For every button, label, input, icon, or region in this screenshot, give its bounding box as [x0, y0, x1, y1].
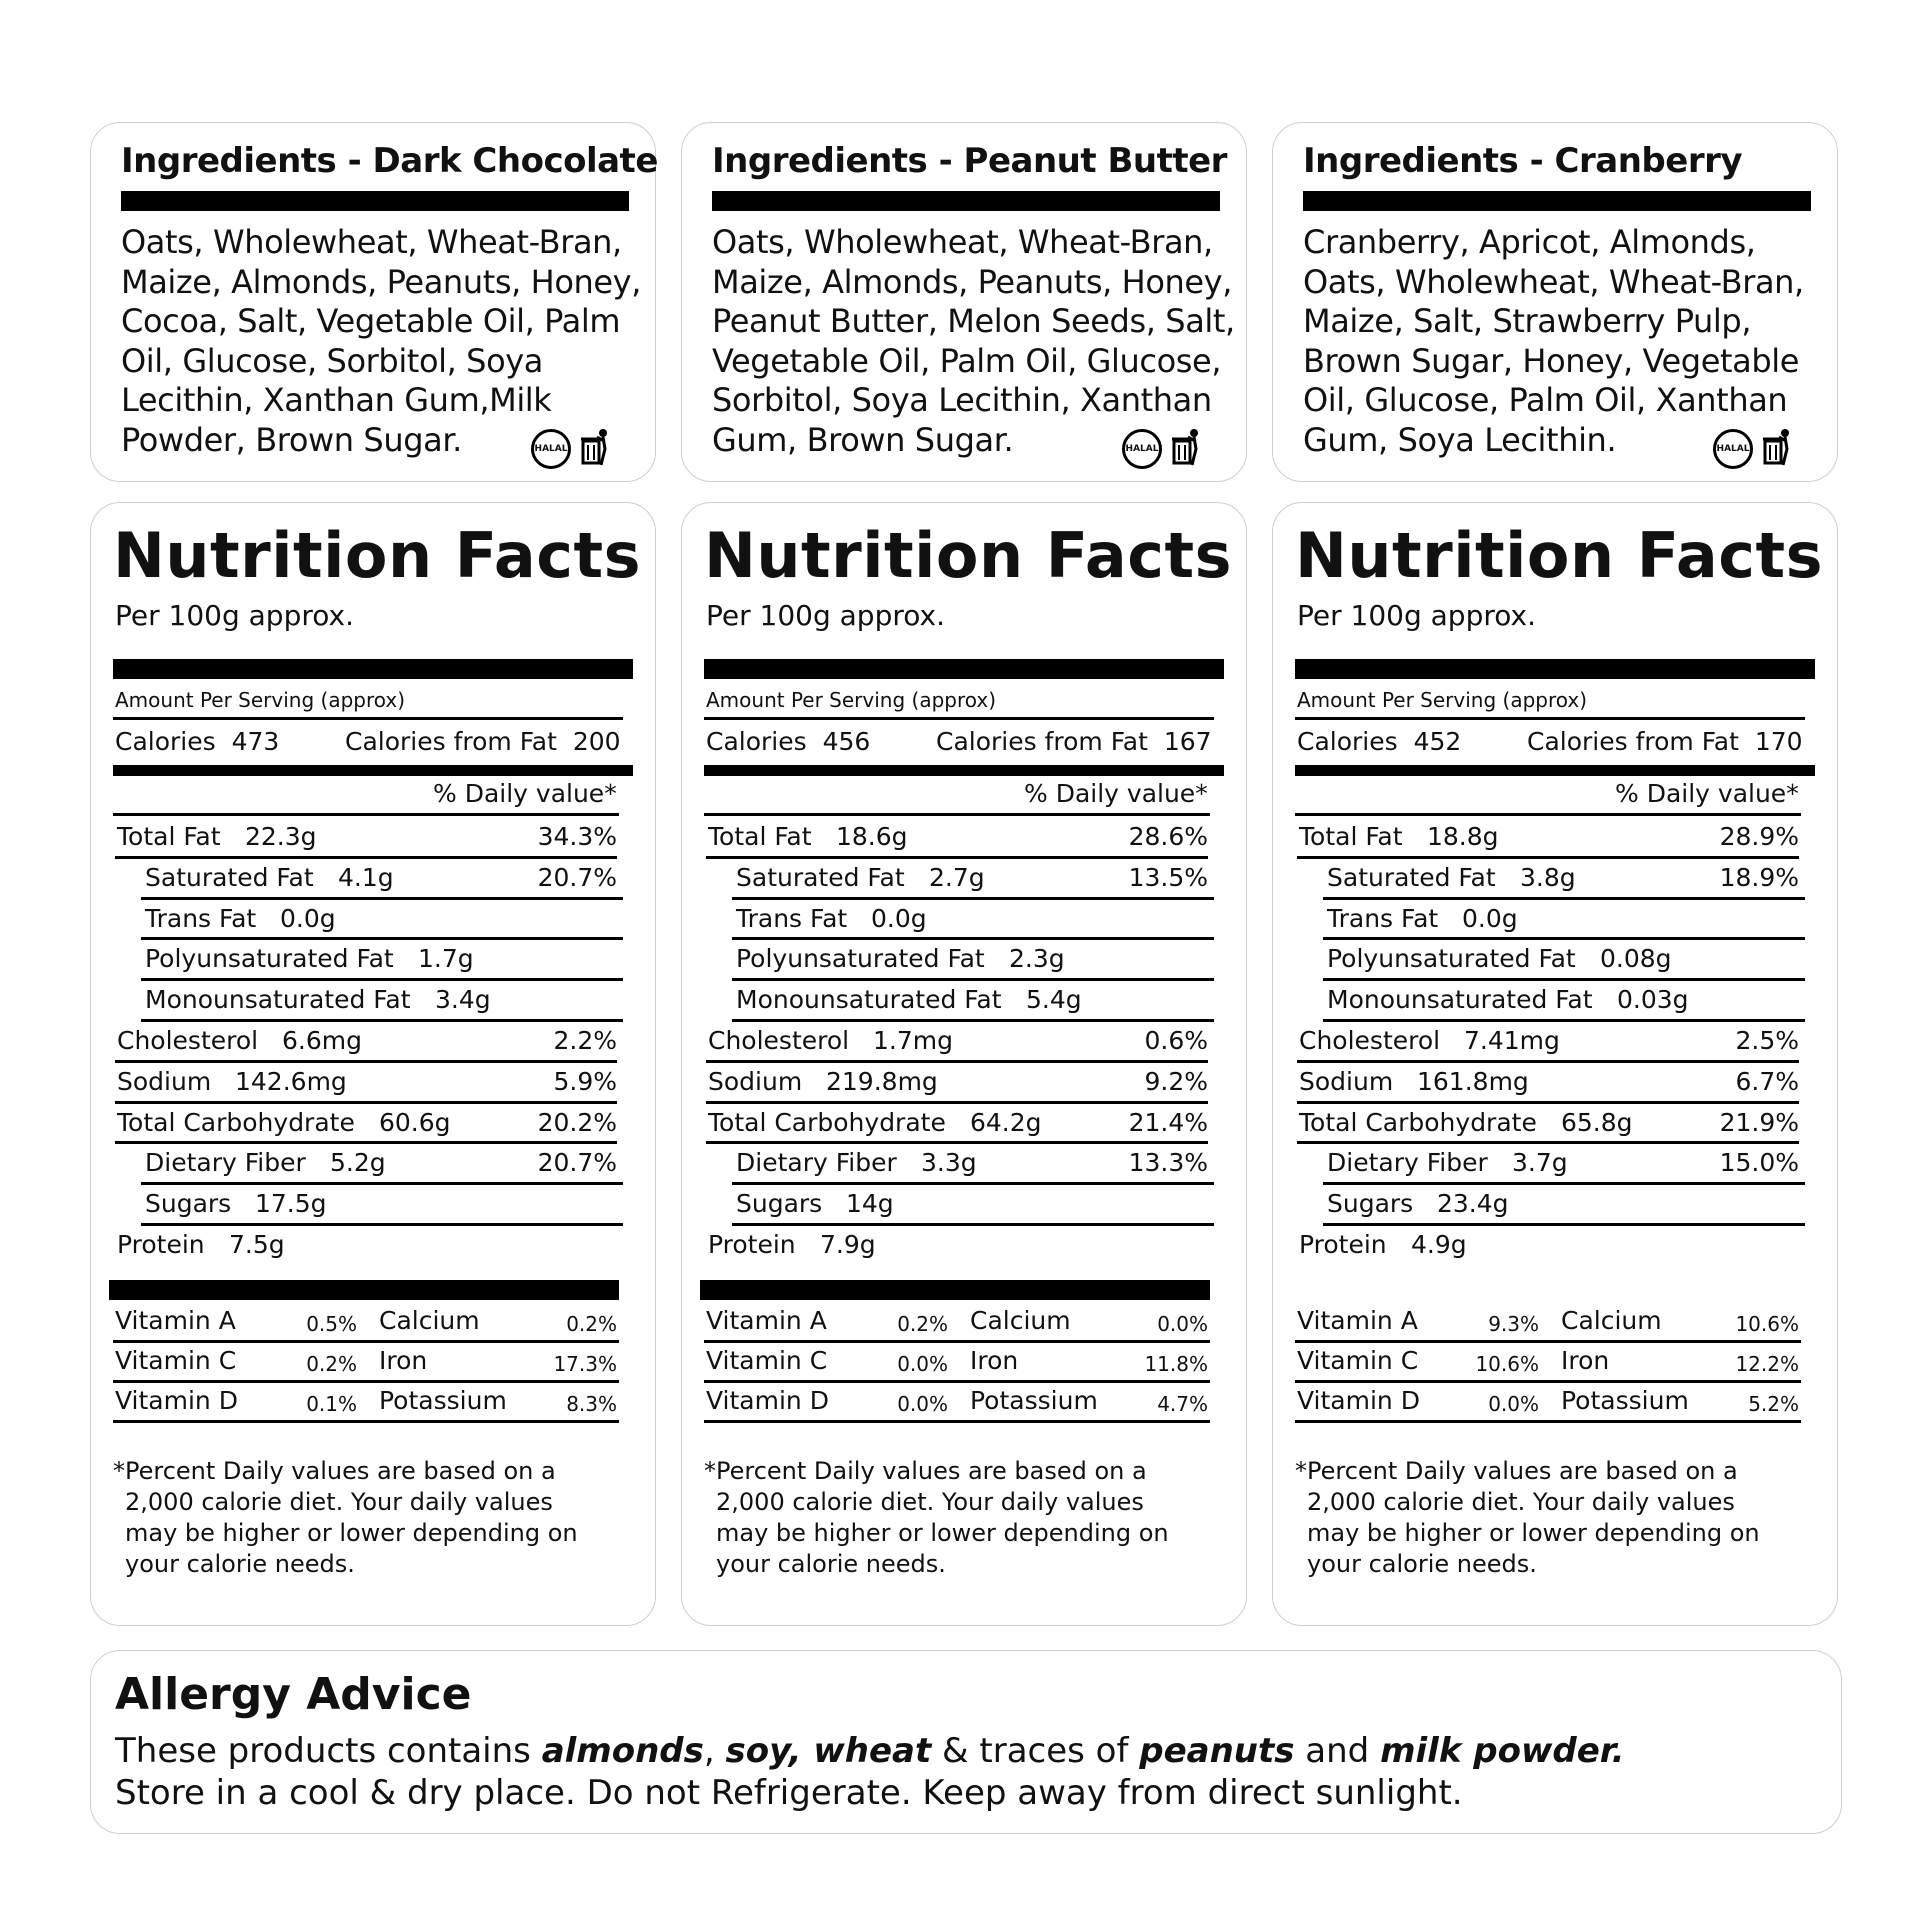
- daily-value-percent: 0.6%: [1144, 1026, 1208, 1055]
- nutrient-amount: 219.8mg: [826, 1066, 938, 1096]
- certification-icons: [1713, 427, 1793, 471]
- footnote-line: your calorie needs.: [716, 1549, 946, 1578]
- ingredients-line: Maize, Almonds, Peanuts, Honey,: [121, 262, 641, 301]
- calories-from-fat-label: Calories from Fat: [345, 727, 557, 756]
- row-divider: [115, 856, 617, 859]
- nutrient-amount: 3.8g: [1520, 862, 1576, 892]
- mineral-value: 12.2%: [1735, 1351, 1799, 1376]
- nutrient-amount: 3.3g: [921, 1148, 977, 1178]
- vitamin-label: Vitamin A: [706, 1305, 827, 1335]
- nutrient-label: Total Carbohydrate: [117, 1107, 355, 1137]
- nutrition-facts-title: Nutrition Facts: [704, 519, 1233, 592]
- thick-divider: [700, 1280, 1210, 1300]
- nutrient-amount: 60.6g: [379, 1107, 451, 1137]
- footnote-line: 2,000 calorie diet. Your daily values: [125, 1487, 553, 1516]
- nutrient-label: Total Carbohydrate: [1299, 1107, 1537, 1137]
- nutrient-amount: 4.1g: [338, 862, 394, 892]
- row-divider: [732, 1223, 1214, 1226]
- daily-value-percent: 21.4%: [1128, 1107, 1208, 1137]
- nutrition-facts-card: [90, 502, 656, 1626]
- daily-value-percent: 13.3%: [1128, 1148, 1208, 1178]
- calories: [706, 727, 870, 757]
- row-divider: [1297, 1141, 1799, 1144]
- allergy-contains-text: These products contains almonds, soy, wheat & traces of peanuts and milk powder.: [115, 1731, 1625, 1771]
- footnote-line: your calorie needs.: [125, 1549, 355, 1578]
- vitamin-label: Vitamin C: [706, 1345, 828, 1375]
- footnote-line: 2,000 calorie diet. Your daily values: [1307, 1487, 1735, 1516]
- nutrient-label: Dietary Fiber: [145, 1148, 306, 1178]
- nutrient-amount: 17.5g: [255, 1189, 327, 1219]
- nutrient-amount: 7.9g: [820, 1230, 876, 1259]
- mineral-label: Iron: [970, 1345, 1019, 1375]
- calories-from-fat-value: 200: [572, 727, 621, 756]
- calories-from-fat: [345, 727, 621, 757]
- vitamin-divider: [704, 1340, 1210, 1343]
- allergy-advice-card: [90, 1650, 1842, 1834]
- calories-label: Calories: [115, 727, 216, 756]
- ingredients-line: Gum, Brown Sugar.: [712, 420, 1014, 459]
- nutrient-amount: 14g: [846, 1189, 894, 1219]
- nutrient-amount: 2.3g: [1009, 944, 1065, 974]
- daily-value-header: % Daily value*: [1615, 779, 1799, 808]
- ingredients-line: Maize, Salt, Strawberry Pulp,: [1303, 302, 1752, 340]
- ingredients-line: Cocoa, Salt, Vegetable Oil, Palm: [121, 302, 621, 340]
- calories-value: 452: [1413, 727, 1462, 756]
- daily-value-percent: 28.9%: [1719, 822, 1799, 851]
- nutrient-label: Sugars: [736, 1189, 823, 1219]
- nutrient-amount: 142.6mg: [235, 1066, 347, 1096]
- daily-value-percent: 34.3%: [537, 822, 617, 851]
- ingredients-line: Vegetable Oil, Palm Oil, Glucose,: [712, 341, 1222, 380]
- vitamin-label: Vitamin D: [115, 1385, 238, 1415]
- title-divider-bar: [712, 191, 1220, 211]
- nutrient-amount: 0.0g: [1462, 903, 1518, 933]
- daily-value-percent: 18.9%: [1719, 862, 1799, 892]
- nutrient-label: Trans Fat: [736, 903, 848, 933]
- nutrient-label: Cholesterol: [117, 1026, 259, 1055]
- nutrient-label: Monounsaturated Fat: [145, 985, 411, 1015]
- certification-icons: [531, 427, 611, 471]
- halal-icon: [531, 429, 571, 469]
- nutrient-amount: 0.0g: [871, 903, 927, 933]
- row-divider: [1297, 1101, 1799, 1104]
- ingredients-line: Peanut Butter, Melon Seeds, Salt,: [712, 302, 1235, 340]
- mineral-value: 10.6%: [1735, 1311, 1799, 1336]
- vitamin-divider: [704, 1380, 1210, 1383]
- daily-value-percent: 28.6%: [1128, 822, 1208, 851]
- ingredients-line: Oats, Wholewheat, Wheat-Bran,: [712, 223, 1213, 261]
- medium-divider: [1295, 765, 1815, 776]
- row-divider: [1323, 978, 1805, 981]
- nutrient-label: Saturated Fat: [1327, 862, 1496, 892]
- daily-value-percent: 2.2%: [553, 1026, 617, 1055]
- mineral-value: 17.3%: [553, 1351, 617, 1376]
- nutrient-amount: 3.7g: [1512, 1148, 1568, 1178]
- nutrient-label: Cholesterol: [1299, 1026, 1441, 1055]
- row-divider: [1323, 1182, 1805, 1185]
- vitamin-divider: [1295, 1380, 1801, 1383]
- nutrient-amount: 22.3g: [245, 822, 317, 851]
- vitamin-value: 0.0%: [897, 1391, 948, 1416]
- row-divider: [1297, 1060, 1799, 1063]
- vitamin-value: 0.0%: [1488, 1391, 1539, 1416]
- nutrient-label: Total Fat: [1299, 822, 1403, 851]
- row-divider: [706, 856, 1208, 859]
- nutrition-facts-title: Nutrition Facts: [1295, 519, 1824, 592]
- nutrient-amount: 0.08g: [1600, 944, 1672, 974]
- thick-divider: [704, 659, 1224, 679]
- ingredients-title: Ingredients - Dark Chocolate: [121, 141, 658, 181]
- certification-icons: [1122, 427, 1202, 471]
- vitamin-label: Vitamin C: [1297, 1345, 1419, 1375]
- amount-per-serving-label: Amount Per Serving (approx): [706, 688, 997, 712]
- serving-basis: Per 100g approx.: [706, 599, 945, 632]
- nutrient-amount: 7.41mg: [1464, 1026, 1560, 1055]
- vitamin-label: Vitamin A: [1297, 1305, 1418, 1335]
- row-divider: [141, 937, 623, 940]
- recycle-bin-icon: [1759, 427, 1793, 471]
- nutrient-label: Cholesterol: [708, 1026, 850, 1055]
- row-divider: [141, 897, 623, 900]
- ingredients-card: [90, 122, 656, 482]
- halal-icon-text: HALAL: [1716, 444, 1750, 454]
- mineral-value: 11.8%: [1144, 1351, 1208, 1376]
- daily-value-header: % Daily value*: [1024, 779, 1208, 808]
- nutrient-amount: 65.8g: [1561, 1107, 1633, 1137]
- nutrient-label: Polyunsaturated Fat: [736, 944, 985, 974]
- nutrient-label: Polyunsaturated Fat: [1327, 944, 1576, 974]
- calories: [115, 727, 279, 757]
- row-divider: [732, 1019, 1214, 1022]
- footnote-line: may be higher or lower depending on: [1307, 1518, 1760, 1547]
- vitamin-value: 0.2%: [306, 1351, 357, 1376]
- nutrient-label: Dietary Fiber: [736, 1148, 897, 1178]
- nutrient-label: Dietary Fiber: [1327, 1148, 1488, 1178]
- nutrient-label: Trans Fat: [1327, 903, 1439, 933]
- row-divider: [732, 978, 1214, 981]
- halal-icon-text: HALAL: [534, 444, 568, 454]
- nutrient-label: Protein: [1299, 1230, 1387, 1259]
- nutrient-amount: 0.03g: [1617, 985, 1689, 1015]
- footnote-line: may be higher or lower depending on: [716, 1518, 1169, 1547]
- serving-basis: Per 100g approx.: [115, 599, 354, 632]
- nutrient-label: Total Fat: [708, 822, 812, 851]
- footnote-line: may be higher or lower depending on: [125, 1518, 578, 1547]
- nutrition-facts-title: Nutrition Facts: [113, 519, 642, 592]
- nutrient-label: Sodium: [708, 1066, 803, 1096]
- nutrient-label: Sodium: [117, 1066, 212, 1096]
- mineral-value: 8.3%: [566, 1391, 617, 1416]
- daily-value-percent: 21.9%: [1719, 1107, 1799, 1137]
- row-divider: [141, 1019, 623, 1022]
- vitamin-divider: [113, 1380, 619, 1383]
- nutrient-amount: 64.2g: [970, 1107, 1042, 1137]
- ingredients-line: Oil, Glucose, Sorbitol, Soya: [121, 341, 544, 380]
- row-divider: [1323, 937, 1805, 940]
- daily-value-percent: 2.5%: [1735, 1026, 1799, 1055]
- mineral-value: 5.2%: [1748, 1391, 1799, 1416]
- ingredients-line: Oats, Wholewheat, Wheat-Bran,: [121, 223, 622, 261]
- nutrient-label: Total Fat: [117, 822, 221, 851]
- mineral-label: Potassium: [1561, 1385, 1689, 1415]
- row-divider: [141, 978, 623, 981]
- nutrient-label: Polyunsaturated Fat: [145, 944, 394, 974]
- daily-value-percent: 9.2%: [1144, 1066, 1208, 1096]
- thin-divider: [1295, 813, 1801, 816]
- row-divider: [141, 1223, 623, 1226]
- footnote-line: *Percent Daily values are based on a: [113, 1456, 556, 1485]
- daily-value-percent: 13.5%: [1128, 862, 1208, 892]
- daily-value-percent: 20.2%: [537, 1107, 617, 1137]
- mineral-label: Potassium: [970, 1385, 1098, 1415]
- nutrient-label: Monounsaturated Fat: [1327, 985, 1593, 1015]
- nutrient-label: Sugars: [1327, 1189, 1414, 1219]
- daily-value-percent: 20.7%: [537, 1148, 617, 1178]
- ingredients-line: Maize, Almonds, Peanuts, Honey,: [712, 262, 1232, 301]
- ingredients-line: Powder, Brown Sugar.: [121, 420, 462, 459]
- ingredients-card: [681, 122, 1247, 482]
- nutrient-amount: 18.8g: [1427, 822, 1499, 851]
- mineral-value: 4.7%: [1157, 1391, 1208, 1416]
- calories-from-fat-label: Calories from Fat: [1527, 727, 1739, 756]
- daily-value-percent: 20.7%: [537, 862, 617, 892]
- vitamin-value: 10.6%: [1475, 1351, 1539, 1376]
- mineral-label: Calcium: [379, 1305, 480, 1335]
- nutrient-label: Total Carbohydrate: [708, 1107, 946, 1137]
- ingredients-card: [1272, 122, 1838, 482]
- thin-divider: [113, 717, 623, 720]
- calories-value: 456: [822, 727, 871, 756]
- row-divider: [1323, 1223, 1805, 1226]
- thin-divider: [1295, 717, 1805, 720]
- row-divider: [115, 1101, 617, 1104]
- daily-value-percent: 5.9%: [553, 1066, 617, 1096]
- title-divider-bar: [1303, 191, 1811, 211]
- vitamin-value: 0.5%: [306, 1311, 357, 1336]
- calories-from-fat: [1527, 727, 1803, 757]
- ingredients-title: Ingredients - Peanut Butter: [712, 141, 1227, 181]
- vitamin-label: Vitamin C: [115, 1345, 237, 1375]
- vitamin-value: 0.0%: [897, 1351, 948, 1376]
- row-divider: [732, 897, 1214, 900]
- row-divider: [732, 937, 1214, 940]
- footnote-line: your calorie needs.: [1307, 1549, 1537, 1578]
- nutrition-facts-card: [1272, 502, 1838, 1626]
- thick-divider: [1295, 659, 1815, 679]
- ingredients-title: Ingredients - Cranberry: [1303, 141, 1743, 181]
- medium-divider: [704, 765, 1224, 776]
- nutrient-amount: 2.7g: [929, 862, 985, 892]
- mineral-value: 0.2%: [566, 1311, 617, 1336]
- mineral-value: 0.0%: [1157, 1311, 1208, 1336]
- mineral-label: Calcium: [1561, 1305, 1662, 1335]
- row-divider: [1323, 1019, 1805, 1022]
- mineral-label: Potassium: [379, 1385, 507, 1415]
- vitamin-divider: [1295, 1340, 1801, 1343]
- nutrient-label: Sugars: [145, 1189, 232, 1219]
- calories: [1297, 727, 1461, 757]
- thick-divider: [113, 659, 633, 679]
- ingredients-line: Cranberry, Apricot, Almonds,: [1303, 223, 1756, 261]
- nutrient-amount: 5.4g: [1026, 985, 1082, 1015]
- vitamin-value: 9.3%: [1488, 1311, 1539, 1336]
- nutrition-facts-card: [681, 502, 1247, 1626]
- calories-value: 473: [231, 727, 280, 756]
- ingredients-line: Oil, Glucose, Palm Oil, Xanthan: [1303, 381, 1788, 419]
- daily-value-percent: 15.0%: [1719, 1148, 1799, 1178]
- recycle-bin-icon: [577, 427, 611, 471]
- calories-from-fat-label: Calories from Fat: [936, 727, 1148, 756]
- nutrient-amount: 1.7g: [418, 944, 474, 974]
- footnote-line: *Percent Daily values are based on a: [1295, 1456, 1738, 1485]
- daily-value-percent: 6.7%: [1735, 1066, 1799, 1096]
- row-divider: [115, 1060, 617, 1063]
- nutrient-label: Protein: [117, 1230, 205, 1259]
- nutrient-amount: 18.6g: [836, 822, 908, 851]
- nutrient-amount: 1.7mg: [873, 1026, 953, 1055]
- footnote-line: 2,000 calorie diet. Your daily values: [716, 1487, 1144, 1516]
- calories-from-fat-value: 170: [1754, 727, 1803, 756]
- title-divider-bar: [121, 191, 629, 211]
- nutrient-amount: 161.8mg: [1417, 1066, 1529, 1096]
- row-divider: [732, 1182, 1214, 1185]
- vitamin-divider: [1295, 1420, 1801, 1423]
- vitamin-label: Vitamin A: [115, 1305, 236, 1335]
- ingredients-line: Gum, Soya Lecithin.: [1303, 420, 1617, 459]
- thin-divider: [704, 813, 1210, 816]
- nutrient-label: Monounsaturated Fat: [736, 985, 1002, 1015]
- ingredients-list: [712, 223, 1242, 460]
- nutrient-amount: 3.4g: [435, 985, 491, 1015]
- vitamin-label: Vitamin D: [706, 1385, 829, 1415]
- ingredients-line: Oats, Wholewheat, Wheat-Bran,: [1303, 262, 1804, 301]
- allergy-title: Allergy Advice: [115, 1669, 472, 1720]
- halal-icon: [1122, 429, 1162, 469]
- medium-divider: [113, 765, 633, 776]
- nutrient-label: Saturated Fat: [736, 862, 905, 892]
- row-divider: [706, 1101, 1208, 1104]
- nutrient-amount: 23.4g: [1437, 1189, 1509, 1219]
- nutrient-amount: 0.0g: [280, 903, 336, 933]
- nutrient-label: Trans Fat: [145, 903, 257, 933]
- vitamin-value: 0.1%: [306, 1391, 357, 1416]
- vitamin-divider: [113, 1420, 619, 1423]
- mineral-label: Calcium: [970, 1305, 1071, 1335]
- halal-icon: [1713, 429, 1753, 469]
- row-divider: [706, 1060, 1208, 1063]
- ingredients-line: Sorbitol, Soya Lecithin, Xanthan: [712, 381, 1212, 419]
- mineral-label: Iron: [1561, 1345, 1610, 1375]
- ingredients-line: Lecithin, Xanthan Gum,Milk: [121, 381, 552, 419]
- amount-per-serving-label: Amount Per Serving (approx): [115, 688, 406, 712]
- ingredients-list: [1303, 223, 1833, 460]
- amount-per-serving-label: Amount Per Serving (approx): [1297, 688, 1588, 712]
- calories-label: Calories: [706, 727, 807, 756]
- recycle-bin-icon: [1168, 427, 1202, 471]
- calories-from-fat-value: 167: [1163, 727, 1212, 756]
- vitamin-divider: [113, 1340, 619, 1343]
- storage-instructions: Store in a cool & dry place. Do not Refrigerate. Keep away from direct sunlight.: [115, 1773, 1463, 1813]
- calories-label: Calories: [1297, 727, 1398, 756]
- row-divider: [706, 1141, 1208, 1144]
- row-divider: [1323, 897, 1805, 900]
- row-divider: [141, 1182, 623, 1185]
- nutrient-label: Protein: [708, 1230, 796, 1259]
- halal-icon-text: HALAL: [1125, 444, 1159, 454]
- nutrient-amount: 7.5g: [229, 1230, 285, 1259]
- serving-basis: Per 100g approx.: [1297, 599, 1536, 632]
- vitamin-value: 0.2%: [897, 1311, 948, 1336]
- calories-from-fat: [936, 727, 1212, 757]
- nutrient-label: Sodium: [1299, 1066, 1394, 1096]
- thin-divider: [704, 717, 1214, 720]
- nutrient-amount: 5.2g: [330, 1148, 386, 1178]
- nutrient-label: Saturated Fat: [145, 862, 314, 892]
- row-divider: [1297, 856, 1799, 859]
- footnote-line: *Percent Daily values are based on a: [704, 1456, 1147, 1485]
- thin-divider: [113, 813, 619, 816]
- thick-divider: [109, 1280, 619, 1300]
- nutrient-amount: 4.9g: [1411, 1230, 1467, 1259]
- vitamin-label: Vitamin D: [1297, 1385, 1420, 1415]
- mineral-label: Iron: [379, 1345, 428, 1375]
- ingredients-line: Brown Sugar, Honey, Vegetable: [1303, 341, 1800, 380]
- ingredients-list: [121, 223, 651, 460]
- row-divider: [115, 1141, 617, 1144]
- vitamin-divider: [704, 1420, 1210, 1423]
- nutrient-amount: 6.6mg: [282, 1026, 362, 1055]
- daily-value-header: % Daily value*: [433, 779, 617, 808]
